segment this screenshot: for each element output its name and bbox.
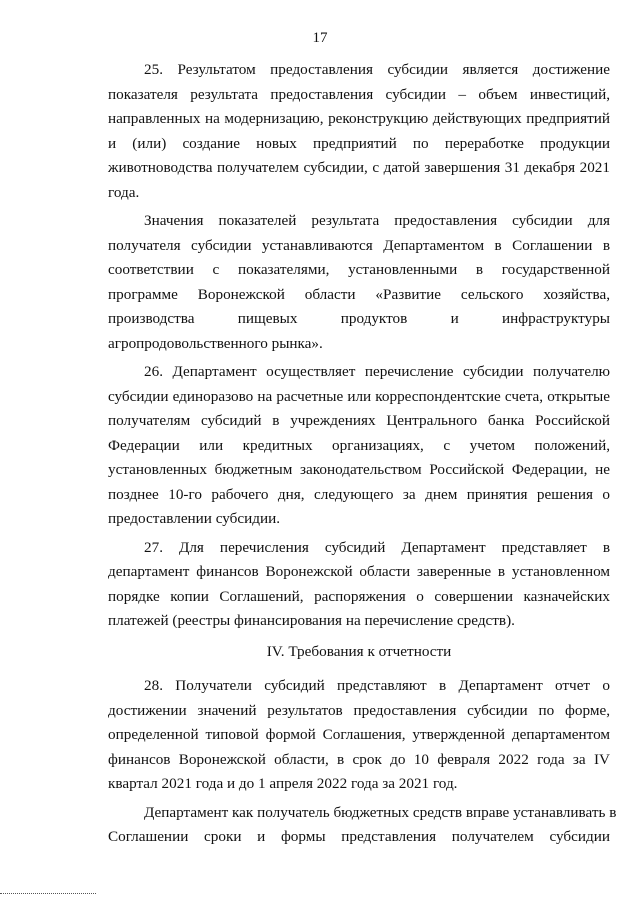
text-line: позднее 10-го рабочего дня, следующего за днем принятия решения о: [108, 485, 610, 503]
text-line: животноводства получателем субсидии, с датой завершения 31 декабря 2021: [108, 159, 610, 176]
text-line: достижении значений результатов предоставления субсидии по форме,: [108, 701, 610, 719]
paragraph-28-department: [108, 801, 617, 850]
text-line: Федерации или кредитных организациях, с учетом положений,: [108, 436, 610, 454]
text-line: 28. Получатели субсидий представляют в Департамент отчет о: [144, 677, 610, 694]
text-line: Соглашении сроки и формы представления получателем субсидии: [108, 828, 610, 845]
text-line: определенной типовой формой Соглашения, утвержденной департаментом: [108, 726, 610, 743]
text-line: соответствии с показателями, установленными в государственной: [108, 261, 610, 278]
section-heading: IV. Требования к отчетности: [266, 642, 452, 660]
text-line: квартал 2021 года и до 1 апреля 2022 года за 2021 год.: [108, 775, 458, 792]
text-line: получателя субсидии устанавливаются Департаментом в Соглашении в: [108, 236, 610, 254]
text-line: программе Воронежской области «Развитие сельского хозяйства,: [108, 285, 610, 303]
footer-dotted-rule: [0, 893, 96, 894]
text-line: агропродовольственного рынка».: [108, 334, 323, 352]
text-line: субсидии единоразово на расчетные или корреспондентские счета, открытые: [108, 387, 610, 405]
text-line: порядке копии Соглашений, распоряжения о совершении казначейских: [108, 587, 610, 605]
paragraph-28: [108, 674, 610, 797]
document-body: [108, 58, 617, 850]
text-line: получателям субсидий в учреждениях Центрального банка Российской: [108, 412, 610, 429]
text-line: платежей (реестры финансирования на перечисление средств).: [108, 612, 515, 629]
text-line: финансов Воронежской области, в срок до 10 февраля 2022 года за IV: [108, 750, 610, 768]
paragraph-25-values: [108, 209, 610, 356]
text-line: 27. Для перечисления субсидий Департамент представляет в: [144, 538, 610, 556]
text-line: установленных бюджетным законодательством Российской Федерации, не: [108, 461, 610, 478]
text-line: департамент финансов Воронежской области заверенные в установленном: [108, 563, 610, 580]
text-line: года.: [108, 183, 140, 201]
page-number: 17: [312, 30, 328, 46]
text-line: производства пищевых продуктов и инфраструктуры: [108, 310, 610, 327]
text-line: направленных на модернизацию, реконструкцию действующих предприятий: [108, 110, 610, 127]
text-line: показателя результата предоставления субсидии – объем инвестиций,: [108, 85, 610, 103]
text-line: Департамент как получатель бюджетных средств вправе устанавливать в: [144, 803, 617, 821]
text-line: 26. Департамент осуществляет перечисление субсидии получателю: [144, 363, 610, 380]
text-line: Значения показателей результата предоставления субсидии для: [144, 212, 610, 229]
paragraph-26: [108, 360, 610, 532]
text-line: предоставлении субсидии.: [108, 510, 281, 527]
text-line: и (или) создание новых предприятий по переработке продукции: [108, 134, 610, 152]
text-line: 25. Результатом предоставления субсидии является достижение: [144, 61, 610, 78]
paragraph-27: [108, 536, 610, 634]
paragraph-25: [108, 58, 610, 205]
